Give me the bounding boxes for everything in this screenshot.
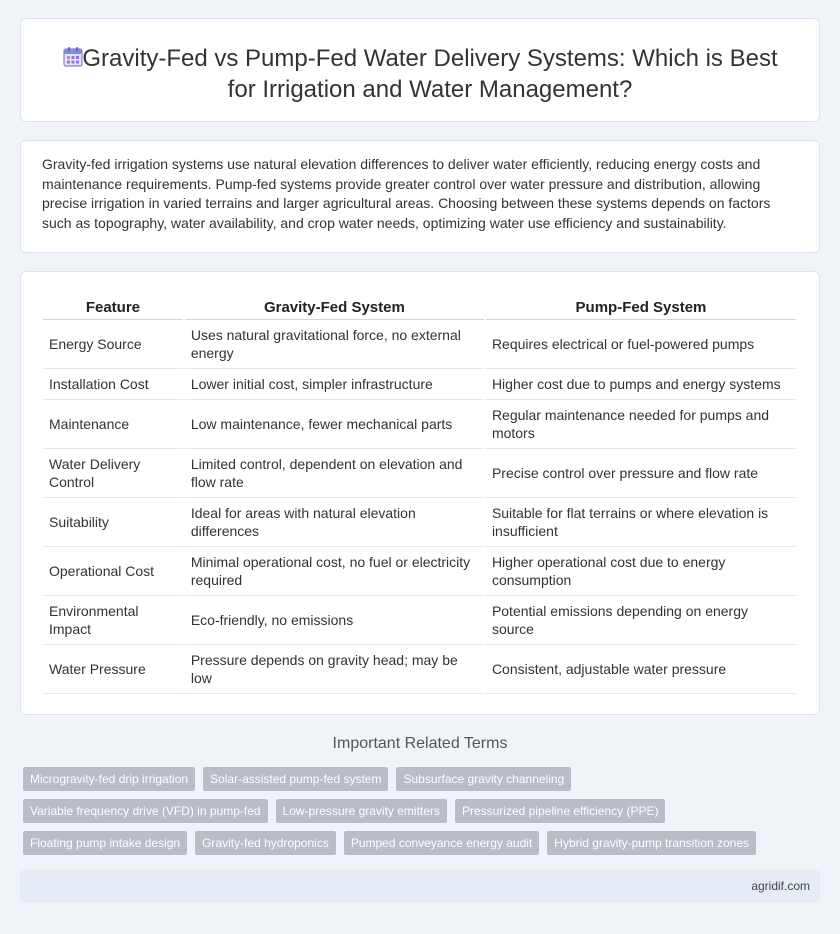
related-terms-heading: Important Related Terms [332,735,508,752]
tag-row [23,831,813,855]
related-term-tag[interactable]: Hybrid gravity-pump transition zones [547,831,756,855]
feature-cell: Suitability [43,498,183,547]
tag-row [23,799,813,823]
pump-cell: Suitable for flat terrains or where elevation is insufficient [486,498,796,547]
feature-cell: Water Pressure [43,645,183,694]
table-row [43,320,796,369]
gravity-cell: Ideal for areas with natural elevation differences [185,498,484,547]
pump-cell: Precise control over pressure and flow rate [486,449,796,498]
header-feature: Feature [43,296,183,320]
feature-cell: Installation Cost [43,369,183,400]
feature-cell: Environmental Impact [43,596,183,645]
gravity-cell: Pressure depends on gravity head; may be low [185,645,484,694]
comparison-card [20,271,820,715]
pump-cell: Potential emissions depending on energy source [486,596,796,645]
table-row [43,498,796,547]
table-header-row [43,296,796,320]
related-term-tag[interactable]: Pressurized pipeline efficiency (PPE) [455,799,666,823]
intro-paragraph: Gravity-fed irrigation systems use natural elevation differences to deliver water efficiently, reducing energy costs and maintenance requirements. Pump-fed systems provide greater control over water pressure and distribution, allowing precise irrigation in varied terrains and larger agricultural areas. Choosing between these systems depends on factors such as topography, water availability, and crop water needs, optimizing water use efficiency and sustainability. [42,156,771,231]
footer [20,870,820,903]
table-row [43,596,796,645]
gravity-cell: Minimal operational cost, no fuel or electricity required [185,547,484,596]
tag-row [23,767,813,791]
gravity-cell: Eco-friendly, no emissions [185,596,484,645]
table-row [43,547,796,596]
related-term-tag[interactable]: Solar-assisted pump-fed system [203,767,388,791]
intro-card [20,140,820,253]
table-row [43,400,796,449]
gravity-cell: Lower initial cost, simpler infrastructure [185,369,484,400]
title-card [20,18,820,122]
pump-cell: Higher operational cost due to energy consumption [486,547,796,596]
related-term-tag[interactable]: Pumped conveyance energy audit [344,831,539,855]
related-term-tag[interactable]: Floating pump intake design [23,831,187,855]
pump-cell: Higher cost due to pumps and energy systems [486,369,796,400]
feature-cell: Water Delivery Control [43,449,183,498]
pump-cell: Consistent, adjustable water pressure [486,645,796,694]
table-row [43,369,796,400]
footer-site-link[interactable]: agridif.com [751,879,810,893]
related-term-tag[interactable]: Gravity-fed hydroponics [195,831,336,855]
header-pump-fed: Pump-Fed System [486,296,796,320]
gravity-cell: Limited control, dependent on elevation and flow rate [185,449,484,498]
gravity-cell: Low maintenance, fewer mechanical parts [185,400,484,449]
gravity-cell: Uses natural gravitational force, no external energy [185,320,484,369]
feature-cell: Maintenance [43,400,183,449]
feature-cell: Operational Cost [43,547,183,596]
related-term-tag[interactable]: Low-pressure gravity emitters [276,799,447,823]
table-row [43,449,796,498]
pump-cell: Regular maintenance needed for pumps and motors [486,400,796,449]
page-title: Gravity-Fed vs Pump-Fed Water Delivery Systems: Which is Best for Irrigation and Water Management? [82,45,778,103]
header-gravity-fed: Gravity-Fed System [185,296,484,320]
related-term-tag[interactable]: Variable frequency drive (VFD) in pump-fed [23,799,268,823]
related-term-tag[interactable]: Microgravity-fed drip irrigation [23,767,195,791]
related-term-tag[interactable]: Subsurface gravity channeling [396,767,571,791]
table-row [43,645,796,694]
comparison-table [41,296,798,694]
pump-cell: Requires electrical or fuel-powered pumps [486,320,796,369]
related-terms-list [23,767,813,863]
feature-cell: Energy Source [43,320,183,369]
